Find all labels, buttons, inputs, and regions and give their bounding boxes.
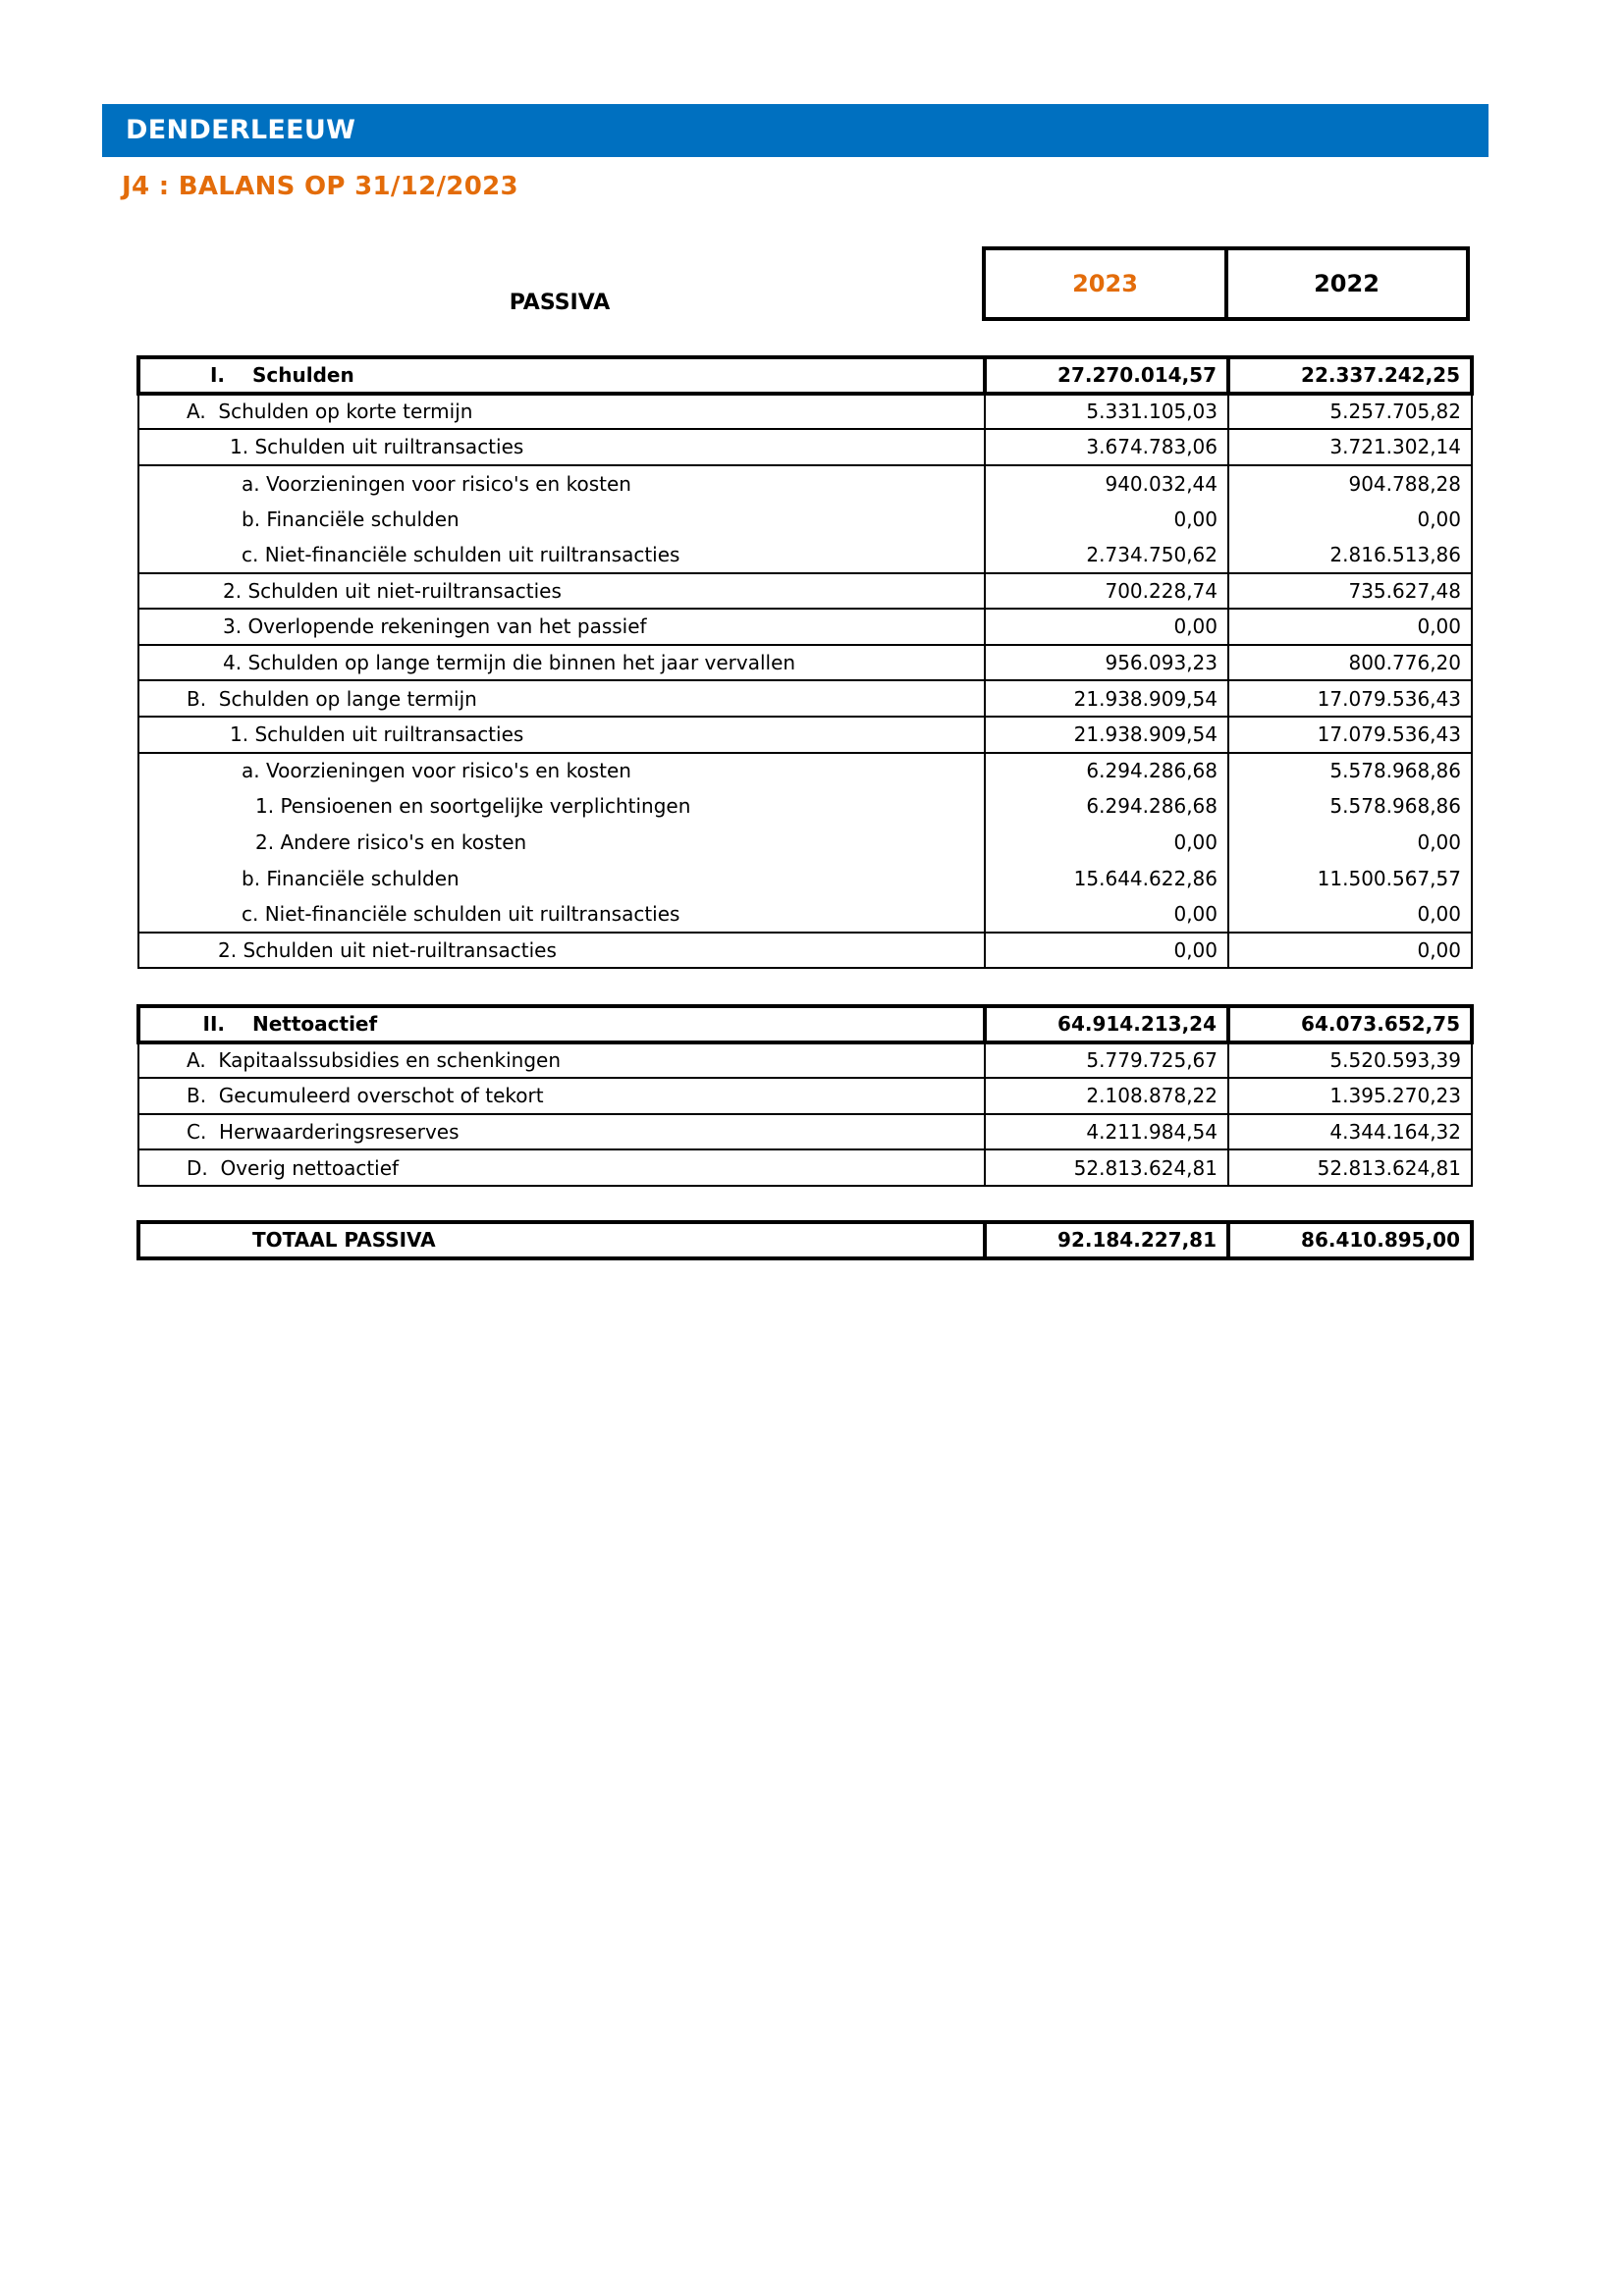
value-2022: 800.776,20 xyxy=(1228,645,1472,681)
value-2022: 904.788,28 xyxy=(1228,465,1472,502)
row-code: II. xyxy=(202,1012,225,1037)
row-label: 1. Schulden uit ruiltransacties xyxy=(138,429,985,465)
table-row xyxy=(138,645,1472,681)
value-2022: 0,00 xyxy=(1228,933,1472,969)
value-2023: 4.211.984,54 xyxy=(985,1114,1228,1150)
value-2023: 0,00 xyxy=(985,501,1228,537)
value-2022: 0,00 xyxy=(1228,896,1472,933)
value-2023: 6.294.286,68 xyxy=(985,788,1228,825)
row-label-text: Schulden xyxy=(252,363,354,388)
table-row xyxy=(138,537,1472,573)
table-row xyxy=(138,680,1472,717)
totaal-table xyxy=(136,1220,1474,1260)
value-2023: 0,00 xyxy=(985,825,1228,861)
value-2023: 2.734.750,62 xyxy=(985,537,1228,573)
value-2023: 956.093,23 xyxy=(985,645,1228,681)
table-row xyxy=(138,1114,1472,1150)
schulden-table xyxy=(136,355,1474,969)
value-2023: 2.108.878,22 xyxy=(985,1078,1228,1114)
row-label: 1. Schulden uit ruiltransacties xyxy=(138,717,985,753)
row-label: B. Gecumuleerd overschot of tekort xyxy=(138,1078,985,1114)
value-2022: 64.073.652,75 xyxy=(1228,1006,1472,1042)
value-2022: 2.816.513,86 xyxy=(1228,537,1472,573)
value-2023: 0,00 xyxy=(985,933,1228,969)
row-label: 3. Overlopende rekeningen van het passief xyxy=(138,609,985,645)
table-row xyxy=(138,465,1472,502)
value-2022: 4.344.164,32 xyxy=(1228,1114,1472,1150)
table-row xyxy=(138,429,1472,465)
value-2023: 0,00 xyxy=(985,609,1228,645)
table-row xyxy=(138,1149,1472,1186)
row-label: 2. Schulden uit niet-ruiltransacties xyxy=(138,933,985,969)
value-2022: 0,00 xyxy=(1228,825,1472,861)
totaal-passiva-row xyxy=(138,1222,1472,1258)
row-label: c. Niet-financiële schulden uit ruiltransacties xyxy=(138,896,985,933)
row-code: I. xyxy=(209,363,225,388)
row-label: 2. Schulden uit niet-ruiltransacties xyxy=(138,573,985,610)
table-row xyxy=(138,394,1472,430)
schulden-total-row xyxy=(138,357,1472,394)
value-2022: 5.578.968,86 xyxy=(1228,753,1472,789)
value-2022: 52.813.624,81 xyxy=(1228,1149,1472,1186)
table-row xyxy=(138,501,1472,537)
section-heading: PASSIVA xyxy=(509,291,611,315)
table-row xyxy=(138,933,1472,969)
value-2023: 21.938.909,54 xyxy=(985,680,1228,717)
table-row xyxy=(138,1042,1472,1079)
value-2022: 735.627,48 xyxy=(1228,573,1472,610)
row-label: 2. Andere risico's en kosten xyxy=(138,825,985,861)
value-2023: 0,00 xyxy=(985,896,1228,933)
report-title: J4 : BALANS OP 31/12/2023 xyxy=(122,172,518,201)
value-2022: 3.721.302,14 xyxy=(1228,429,1472,465)
value-2022: 5.520.593,39 xyxy=(1228,1042,1472,1079)
table-row xyxy=(138,753,1472,789)
row-label: c. Niet-financiële schulden uit ruiltransacties xyxy=(138,537,985,573)
value-2022: 0,00 xyxy=(1228,501,1472,537)
table-row xyxy=(138,717,1472,753)
table-row xyxy=(138,609,1472,645)
value-2022: 17.079.536,43 xyxy=(1228,680,1472,717)
table-row xyxy=(138,896,1472,933)
row-label: D. Overig nettoactief xyxy=(138,1149,985,1186)
value-2022: 17.079.536,43 xyxy=(1228,717,1472,753)
table-row xyxy=(138,1078,1472,1114)
value-2023: 5.779.725,67 xyxy=(985,1042,1228,1079)
year-previous-header: 2022 xyxy=(1224,246,1470,321)
row-label: 1. Pensioenen en soortgelijke verplichtingen xyxy=(138,788,985,825)
value-2022: 11.500.567,57 xyxy=(1228,860,1472,896)
value-2023: 5.331.105,03 xyxy=(985,394,1228,430)
value-2023: 21.938.909,54 xyxy=(985,717,1228,753)
value-2022: 0,00 xyxy=(1228,609,1472,645)
value-2023: 64.914.213,24 xyxy=(985,1006,1228,1042)
table-row xyxy=(138,788,1472,825)
row-label-text: Nettoactief xyxy=(252,1012,378,1037)
nettoactief-total-row xyxy=(138,1006,1472,1042)
row-label: a. Voorzieningen voor risico's en kosten xyxy=(138,465,985,502)
row-label: 4. Schulden op lange termijn die binnen het jaar vervallen xyxy=(138,645,985,681)
value-2022: 5.257.705,82 xyxy=(1228,394,1472,430)
value-2022: 86.410.895,00 xyxy=(1228,1222,1472,1258)
row-label xyxy=(138,1006,985,1042)
value-2023: 940.032,44 xyxy=(985,465,1228,502)
municipality-name: DENDERLEEUW xyxy=(126,115,356,145)
value-2023: 6.294.286,68 xyxy=(985,753,1228,789)
value-2022: 5.578.968,86 xyxy=(1228,788,1472,825)
value-2022: 1.395.270,23 xyxy=(1228,1078,1472,1114)
row-label: b. Financiële schulden xyxy=(138,501,985,537)
row-label-text: TOTAAL PASSIVA xyxy=(252,1228,436,1253)
value-2023: 52.813.624,81 xyxy=(985,1149,1228,1186)
year-current-header: 2023 xyxy=(982,246,1228,321)
row-label: b. Financiële schulden xyxy=(138,860,985,896)
value-2023: 3.674.783,06 xyxy=(985,429,1228,465)
row-label: A. Schulden op korte termijn xyxy=(138,394,985,430)
row-label xyxy=(138,1222,985,1258)
row-label: A. Kapitaalssubsidies en schenkingen xyxy=(138,1042,985,1079)
table-row xyxy=(138,860,1472,896)
value-2023: 700.228,74 xyxy=(985,573,1228,610)
value-2023: 15.644.622,86 xyxy=(985,860,1228,896)
municipality-banner xyxy=(102,104,1489,157)
value-2023: 27.270.014,57 xyxy=(985,357,1228,394)
row-label: B. Schulden op lange termijn xyxy=(138,680,985,717)
table-row xyxy=(138,825,1472,861)
row-label: C. Herwaarderingsreserves xyxy=(138,1114,985,1150)
value-2022: 22.337.242,25 xyxy=(1228,357,1472,394)
value-2023: 92.184.227,81 xyxy=(985,1222,1228,1258)
nettoactief-table xyxy=(136,1004,1474,1187)
table-row xyxy=(138,573,1472,610)
row-label: a. Voorzieningen voor risico's en kosten xyxy=(138,753,985,789)
row-label xyxy=(138,357,985,394)
